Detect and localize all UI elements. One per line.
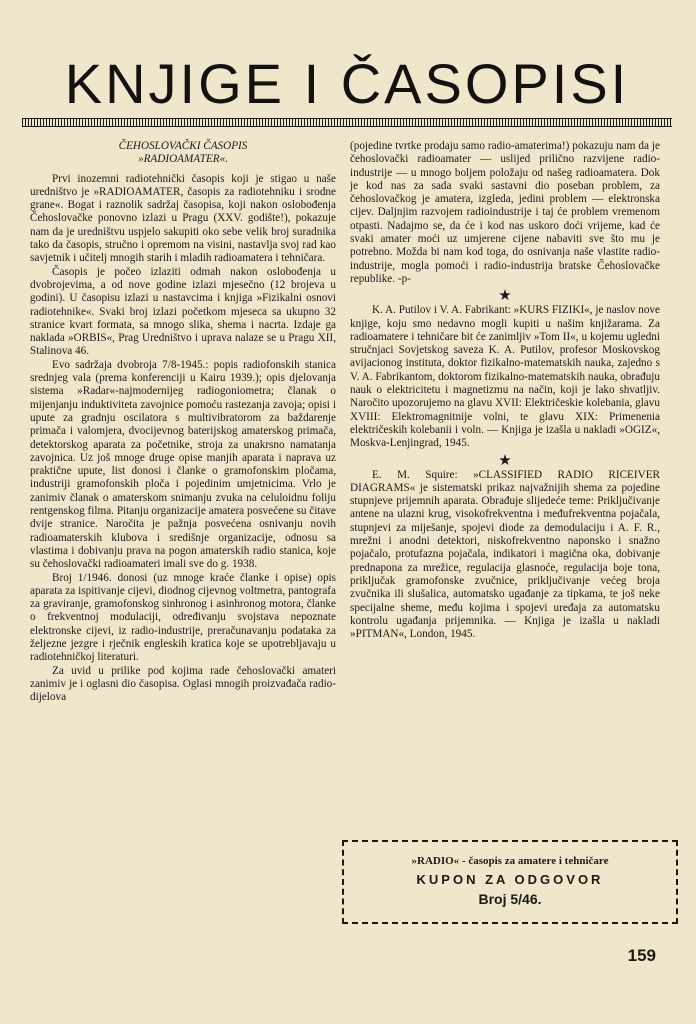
book-review-putilov: K. A. Putilov i V. A. Fabrikant: »KURS FIZIKI«, je naslov nove knjige, koju smo nedavno mogli kupiti u našim knjižarama. Za radioamatere i tehničare bit će zanimljiv »Tom II«, u kojemu ugledni stručnjaci Sovjetskog saveza K. A. Putilov, profesor Moskovskog avijacionog instituta, doktor fizikalno-matematskih nauka, zajedno s V. A. Fabrikantom, doktorom fizikalno-matematskih nauka, obrađuju nauk o elektricitetu i magnetizmu na način, koji je lako shvatljiv. Naročito upozorujemo na glavu XVII: Električeskie kolebania, glavu XVIII: Elektromagnitnije volni, te glavu XIX: Primenenia električeskih kolebanii i voln. — Knjiga je izašla u nakladi »OGIZ«, Moskva-Lenjingrad, 1945. bbox=[350, 304, 660, 450]
page-number: 159 bbox=[627, 946, 656, 965]
reply-coupon bbox=[342, 840, 678, 924]
section-title-line-1: ČEHOSLOVAČKI ČASOPIS bbox=[118, 140, 248, 152]
paragraph: Broj 1/1946. donosi (uz mnoge kraće članke i opise) opis aparata za ispitivanje cijevi, diodnog cijevnog voltmetra, pantografa za graviranje, gramofonskog sinhronog i asinhronog motora, članke o frekventnoj modulaciji, određivanju svojstava nepoznate elektronske cijevi, iz radio-industrije, preračunavanju podataka za željezne jezgre i rječnik engleskih kratica koje se upotrebljavaju u radiotehničkoj literaturi. bbox=[30, 571, 336, 664]
paragraph: Za uvid u prilike pod kojima rade čehoslovački amateri zanimiv je i oglasni dio časopisa. Oglasi mnogih proizvađača radio-dijelova bbox=[30, 664, 336, 704]
left-column bbox=[30, 140, 336, 704]
coupon-issue: Broj 5/46. bbox=[478, 891, 542, 907]
section-title bbox=[30, 140, 336, 167]
paragraph: Prvi inozemni radiotehnički časopis koji je stigao u naše uredništvo je »RADIOAMATER, časopis za radiotehniku i srodne grane«. Bogat i raznolik sadržaj časopisa, koji nakon oslobođenja Čehoslovačke ponovno izlazi u Pragu (XXV. godište!), pokazuje nam da je uredništvu uspjelo sakupiti oko sebe velik broj suradnika tako da časopis, stručno i opremom na visini, nastavlja svoj rad kao savjetnik i učitelj mnogih starih i mladih radioamatera i tehničara. bbox=[30, 172, 336, 265]
paragraph-continuation: (pojedine tvrtke prodaju samo radio-amaterima!) pokazuju nam da je čehoslovački radioamater — uslijed prilično razvijene radio-industrije — u mnogo boljem položaju od našeg radioamatera. Dok je kod nas za sada svaki sastavni dio poseban problem, za čehoslovačkog je amatera, izgleda, jedini problem — elektronska cijev. Daljnjim razvojem radioindustrije i taj će problem vremenom otpasti. Nadajmo se, da će i kod nas uskoro doći vrijeme, kad će svaki amater moći uz umjerene cijene nabaviti sve što mu je potrebno. Možda bi nam kod toga, do osnivanja naše vlastite radio-industrije, mogla pomoći i radio-industrija bratske Čehoslovačke republike. -p- bbox=[350, 140, 660, 285]
title-rule bbox=[22, 118, 672, 127]
star-divider: ★ bbox=[498, 450, 512, 469]
coupon-title: KUPON ZA ODGOVOR bbox=[416, 872, 604, 887]
book-review-squire: E. M. Squire: »CLASSIFIED RADIO RICEIVER DIAGRAMS« je sistematski prikaz najvažnijih shema za pojedine stupnjeve prijemnih aparata. Obrađuje slijedeće teme: Priključivanje antene na ulazni krug, visokofrekventna i međufrekventna pojačala, stupnjevi za miješanje, spojevi diode za demodulaciju i A. F. R., mrežni i anodni detektori, niskofrekventno naponsko i snažno pojačalo, protufazna pojačala, indikatori i magična oka, dobivanje prednapona za mrežice, regulacija glasnoće, regulacija boje tona, priključak gramofonske zvučnice, priključivanje većeg broja zvučnika ili slušalica, automatsko ugađanje za tipkama, te još neke specijalne sheme, među kojima i spojevi uređaja za automatsku kontrolu ugađanja prijemnika. — Knjiga je izašla u nakladi »PITMAN«, London, 1945. bbox=[350, 468, 660, 641]
right-column bbox=[350, 140, 660, 641]
paragraph: Časopis je počeo izlaziti odmah nakon oslobođenja u dvobrojevima, a od nove godine izlazi mjesečno (12 brojeva u godini). U časopisu izlazi u nastavcima i knjiga »Fizikalni osnovi radiotehnike«. Svaki broj izlazi početkom mjeseca sa ukupno 32 stranice kvart formata, sa mnogo slika, shema i nacrta. Izdaje ga naklada »ORBIS«, Prag Uredništvo i uprava nalaze se u Pragu XII, Stalinova 46. bbox=[30, 265, 336, 358]
coupon-publication: »RADIO« - časopis za amatere i tehničare bbox=[411, 855, 609, 867]
page-title: KNJIGE I ČASOPISI bbox=[64, 52, 630, 115]
paragraph: Evo sadržaja dvobroja 7/8-1945.: popis radiofonskih stanica srednjeg vala (prema konferenciji u Kairu 1939.); opis djelovanja sistema »Radar«-najmodernijeg radiogoniometra; članak o mijenjanju induktiviteta zavojnice pomoću rastezanja zavoja; opisi i upute za gradnju oscilatora s multivibratorom za baždarenje primača i valomjera, dvocijevnog baterijskog amaterskog primača, detektorskog aparata za početnike, stroja za unakrsno namatanja zavojnica. Uz još mnoge druge opise manjih aparata i naprava uz praktične upute, list donosi i članke o gramofonskim pločama, industriji gramofonskih ploča i pojedinim umjetnicima. Vrlo je zanimiv članak o amaterskom snimanju zvuka na celuloidnu foliju rentgenskog filma. Pitanju organizacije amatera posvećene su čitave dvije stranice. Naročita je pažnja posvećena osnivanju novih radioamaterskih klubova i središnje organizacije, odnosu sa vlastima i dobivanju prava na pogon amaterskih radio stanica, koje su čehoslovački radioamateri imali sve do g. 1938. bbox=[30, 358, 336, 571]
star-divider: ★ bbox=[498, 286, 512, 305]
section-title-line-2: »RADIOAMATER«. bbox=[138, 153, 228, 166]
